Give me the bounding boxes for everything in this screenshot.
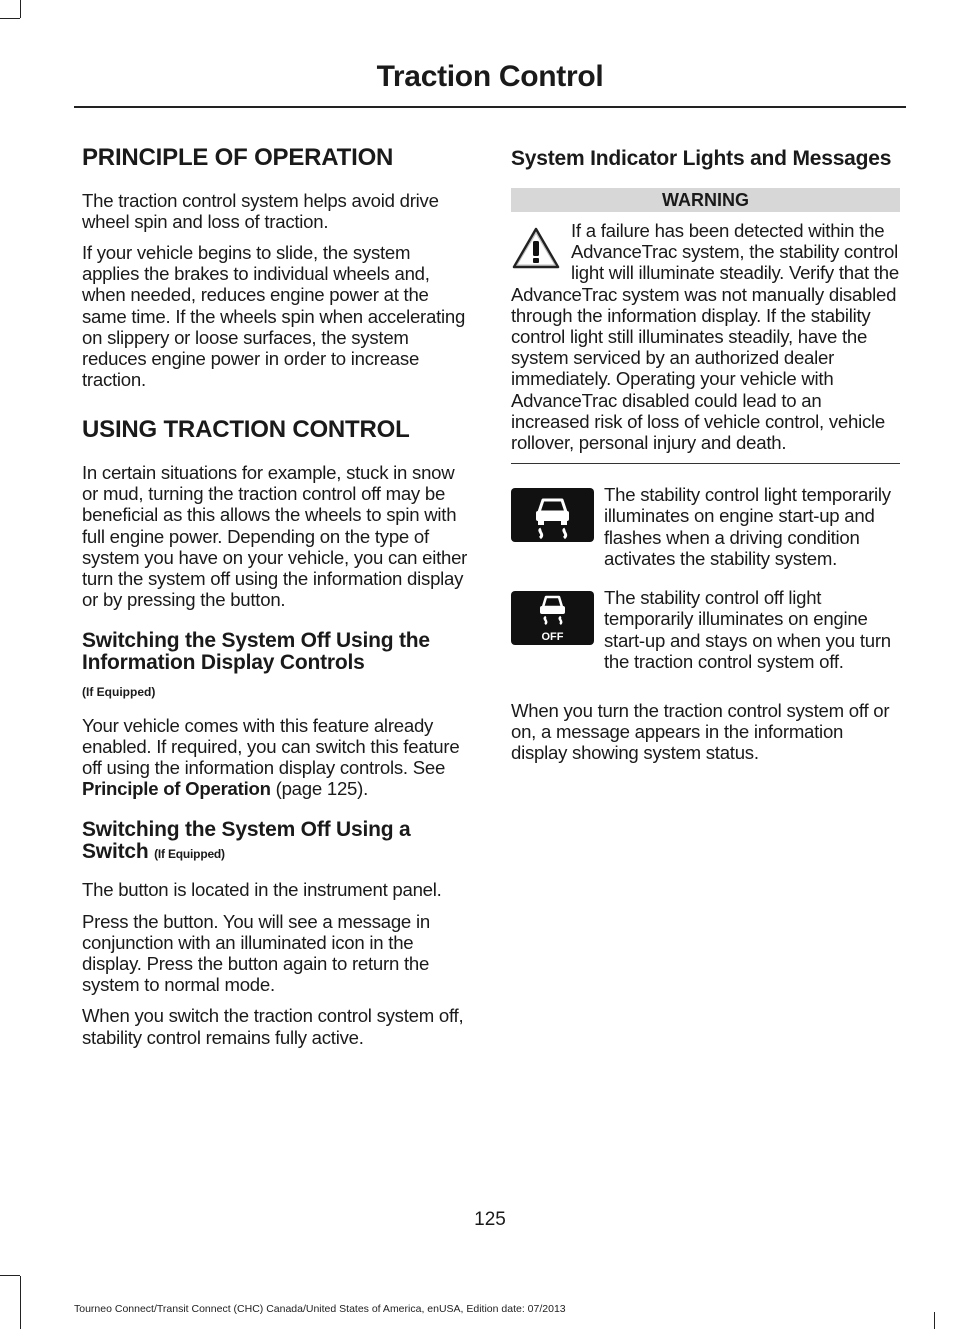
- switch-heading: [82, 819, 472, 863]
- title-divider: [74, 106, 906, 108]
- principle-paragraph-1: The traction control system helps avoid drive wheel spin and loss of traction.: [82, 189, 439, 232]
- warning-text: If a failure has been detected within the AdvanceTrac system, the stability control light will illuminate steadily. Verify that the AdvanceTrac system was not manually disabled through the information display. If the stability control light still illuminates steadily, have the system serviced by an authorized dealer immediately. Operating your vehicle with AdvanceTrac disabled could lead to an increased risk of loss of vehicle control, vehicle rollover, personal injury and death.: [511, 220, 899, 454]
- stability-control-icon: [511, 488, 594, 547]
- principle-heading: PRINCIPLE OF OPERATION: [82, 144, 394, 171]
- display-controls-text: Your vehicle comes with this feature already enabled. If required, you can switch this feature off using the information display controls. See: [82, 714, 460, 778]
- message-paragraph: When you turn the traction control system off or on, a message appears in the information display showing system status.: [511, 699, 890, 764]
- principle-link[interactable]: Principle of Operation: [82, 778, 271, 800]
- stability-control-off-icon: [511, 591, 594, 650]
- page-title: Traction Control: [376, 60, 604, 93]
- footer-text: Tourneo Connect/Transit Connect (CHC) Canada/United States of America, enUSA, Edition date: 07/2013: [74, 1303, 566, 1315]
- using-paragraph-1: In certain situations for example, stuck in snow or mud, turning the traction control off may be beneficial as this allows the wheels to spin with full engine power. Depending on the type of system you have on your vehicle, you can either turn the system off using the information display or by pressing the button.: [82, 462, 468, 611]
- indicator-text-1: The stability control light temporarily illuminates on engine start-up and flashes when a driving condition activates the stability system.: [604, 484, 891, 569]
- page-number: 125: [474, 1209, 506, 1230]
- if-equipped-label: (If Equipped): [82, 684, 156, 699]
- right-column: [511, 148, 900, 774]
- indicator-block-1: [511, 484, 900, 569]
- switch-paragraph-3: When you switch the traction control system off, stability control remains fully active.: [82, 1005, 464, 1048]
- indicator-block-2: [511, 587, 900, 672]
- principle-paragraph-2: If your vehicle begins to slide, the system applies the brakes to individual wheels and, when needed, reduces engine power at the same time. If the wheels spin when accelerating on slippery or loose surfaces, the system reduces engine power in order to increase traction.: [82, 242, 466, 391]
- if-equipped-label: (If Equipped): [154, 847, 225, 862]
- indicator-heading: System Indicator Lights and Messages: [511, 147, 892, 170]
- crop-mark: [20, 1276, 21, 1329]
- switch-paragraph-2: Press the button. You will see a message in conjunction with an illuminated icon in the display. Press the button again to return the system to normal mode.: [82, 910, 430, 996]
- crop-mark: [934, 1312, 935, 1329]
- warning-divider: [511, 463, 900, 464]
- display-controls-paragraph: [82, 715, 472, 800]
- warning-bar: WARNING: [511, 188, 900, 212]
- crop-mark: [0, 1275, 20, 1276]
- warning-block: [511, 220, 900, 453]
- crop-mark: [0, 18, 20, 19]
- display-controls-heading: Switching the System Off Using the Information Display Controls: [82, 629, 430, 675]
- indicator-text-2: The stability control off light temporarily illuminates on engine start-up and stays on when you turn the traction control system off.: [604, 587, 891, 672]
- crop-mark: [20, 0, 21, 18]
- off-label: OFF: [541, 631, 564, 644]
- using-heading: USING TRACTION CONTROL: [82, 416, 410, 444]
- page-reference: (page 125).: [270, 778, 369, 800]
- switch-heading-text: Switching the System Off Using a Switch: [82, 818, 411, 864]
- left-column: [82, 144, 472, 1058]
- switch-paragraph-1: The button is located in the instrument panel.: [82, 879, 442, 901]
- warning-triangle-icon: [511, 226, 561, 275]
